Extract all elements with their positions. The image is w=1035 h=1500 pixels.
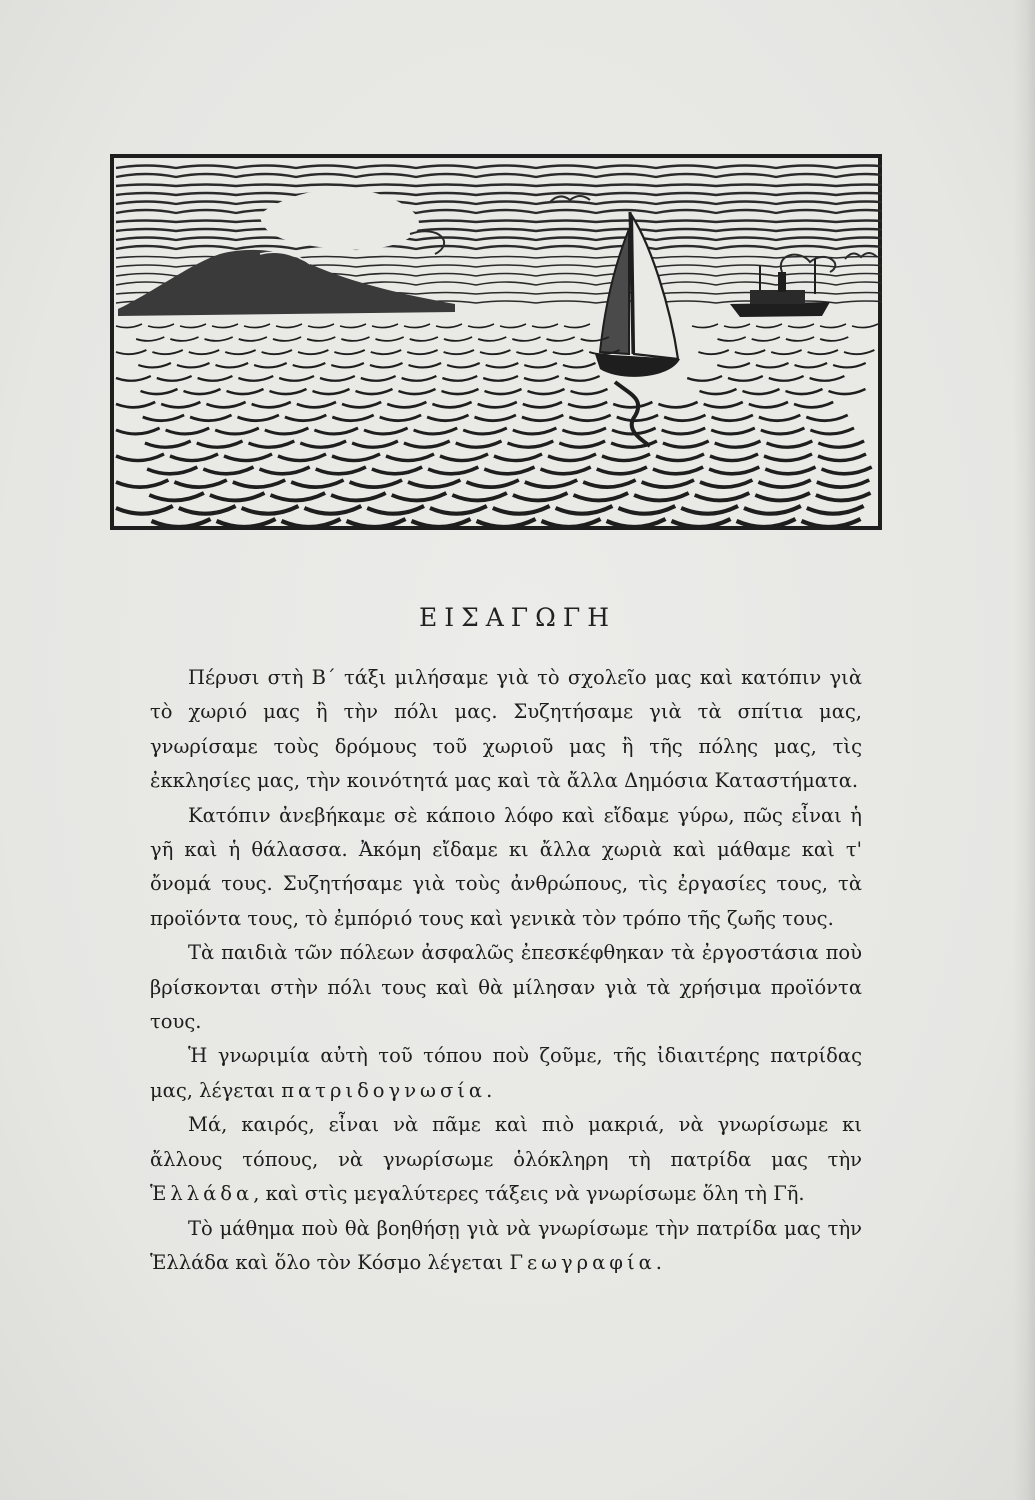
paragraph-4-end: . — [486, 1078, 493, 1102]
paragraph-5-text: Μά, καιρός, εἶναι νὰ πᾶμε καὶ πιὸ μακριά, νὰ γνωρίσωμε κι ἄλλους τόπους, νὰ γνωρίσωμε ὁλόκληρη τὴ πατρίδα μας τὴν — [150, 1113, 862, 1171]
paragraph-6-text: Τὸ μάθημα ποὺ θὰ βοηθήσῃ γιὰ νὰ γνωρίσωμε τὴν πατρίδα μας τὴν Ἑλλάδα καὶ ὅλο τὸν Κόσμο λέγεται — [150, 1216, 862, 1274]
term-ellada: Ἑλλάδα — [150, 1182, 254, 1206]
paragraph-2 — [150, 799, 862, 937]
paragraph-2-text: Κατόπιν ἀνεβήκαμε σὲ κάποιο λόφο καὶ εἴδαμε γύρω, πῶς εἶναι ἡ γῆ καὶ ἡ θάλασσα. Ἀκόμη εἴδαμε κι ἄλλα χωριὰ καὶ μάθαμε καὶ τ' ὄνομά τους. Συζητήσαμε γιὰ τοὺς ἀνθρώπους, τὶς ἐργασίες τους, τὰ προϊόντα τους, τὸ ἐμπόριό τους καὶ γενικὰ τὸν τρόπο τῆς ζωῆς τους. — [150, 803, 862, 930]
chapter-title: ΕΙΣΑΓΩΓΗ — [418, 603, 617, 632]
body-text — [150, 661, 862, 1280]
paragraph-5 — [150, 1108, 862, 1211]
paragraph-5-end: , καὶ στὶς μεγαλύτερες τάξεις νὰ γνωρίσωμε ὅλη τὴ Γῆ. — [253, 1182, 805, 1206]
paragraph-4-text: Ἡ γνωριμία αὐτὴ τοῦ τόπου ποὺ ζοῦμε, τῆς ἰδιαιτέρης πατρίδας μας, λέγεται — [150, 1044, 862, 1102]
paragraph-6-end: . — [655, 1250, 662, 1274]
sea-illustration — [110, 154, 882, 530]
paragraph-4 — [150, 1039, 862, 1108]
paragraph-3-text: Τὰ παιδιὰ τῶν πόλεων ἀσφαλῶς ἐπεσκέφθηκαν τὰ ἐργοστάσια ποὺ βρίσκονται στὴν πόλι τους καὶ θὰ μίλησαν γιὰ τὰ χρήσιμα προϊόντα τους. — [150, 941, 862, 1034]
paragraph-1-text: Πέρυσι στὴ Β΄ τάξι μιλήσαμε γιὰ τὸ σχολεῖο μας καὶ κατόπιν γιὰ τὸ χωριό μας ἢ τὴν πόλι μας. Συζητήσαμε γιὰ τὰ σπίτια μας, γνωρίσαμε τοὺς δρόμους τοῦ χωριοῦ μας ἢ τῆς πόλης μας, τὶς ἐκκλησίες μας, τὴν κοινότητά μας καὶ τὰ ἄλλα Δημόσια Καταστήματα. — [150, 666, 862, 793]
sea-with-sailboat-and-steamship-icon — [110, 154, 882, 530]
paragraph-3 — [150, 936, 862, 1039]
paragraph-6 — [150, 1212, 862, 1281]
term-patridognosia: πατριδογνωσία — [281, 1078, 487, 1102]
paragraph-1 — [150, 661, 862, 799]
term-geografia: Γεωγραφία — [509, 1250, 656, 1274]
page-edge-shadow — [1013, 0, 1035, 1500]
